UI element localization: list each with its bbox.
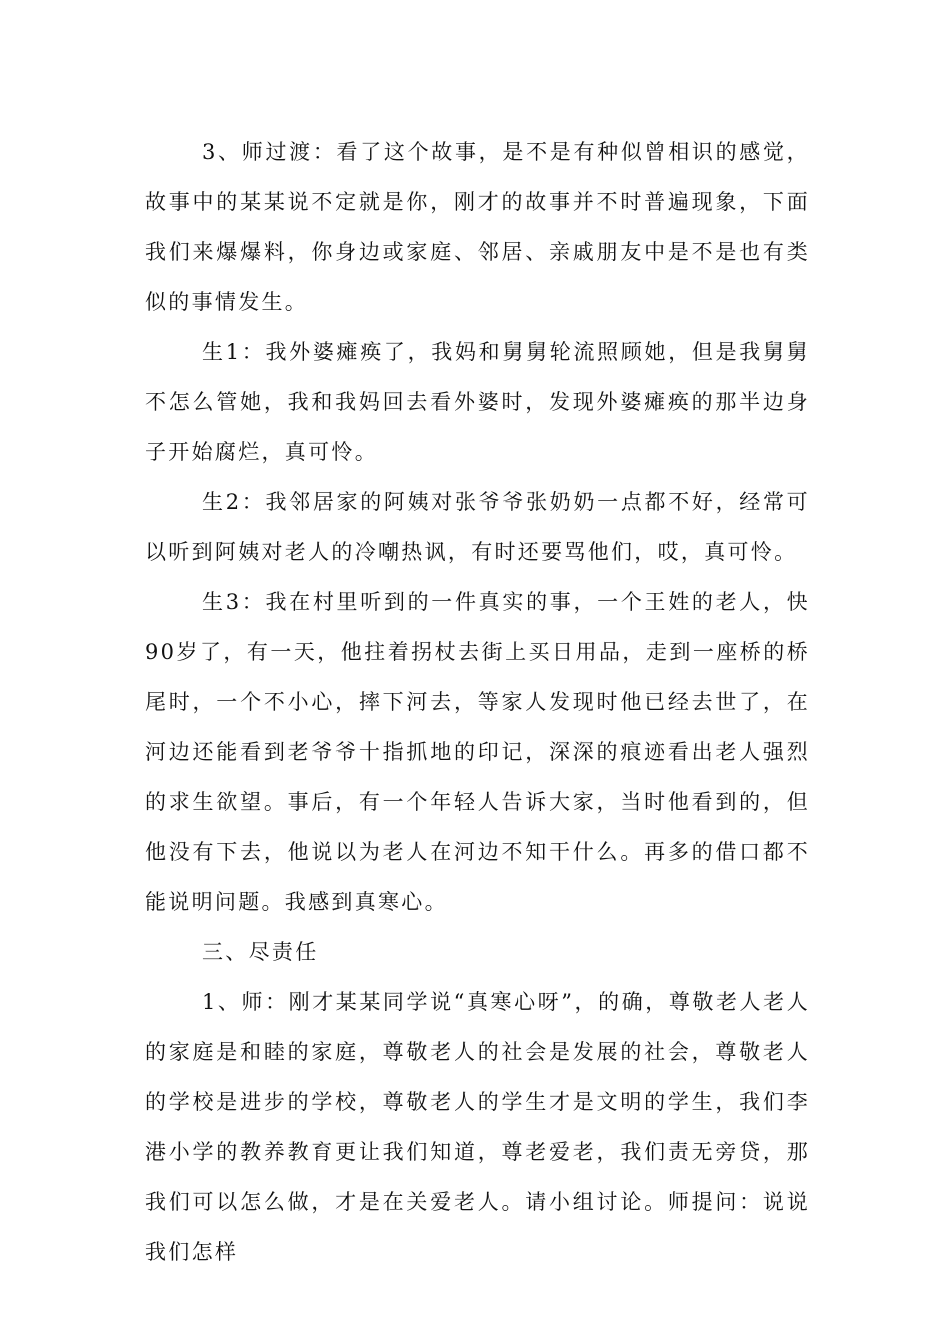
paragraph-student-1: 生1：我外婆瘫痪了，我妈和舅舅轮流照顾她，但是我舅舅不怎么管她，我和我妈回去看外婆时，发现外婆瘫痪的那半边身子开始腐烂，真可怜。 xyxy=(145,340,810,464)
paragraph-teacher-discussion: 1、师：刚才某某同学说“真寒心呀”，的确，尊敬老人老人的家庭是和睦的家庭，尊敬老人的社会是发展的社会，尊敬老人的学校是进步的学校，尊敬老人的学生才是文明的学生，我们李港小学的教养教育更让我们知道，尊老爱老，我们责无旁贷，那我们可以怎么做，才是在关爱老人。请小组讨论。师提问：说说我们怎样 xyxy=(145,990,810,1264)
paragraph-student-3: 生3：我在村里听到的一件真实的事，一个王姓的老人，快90岁了，有一天，他拄着拐杖去街上买日用品，走到一座桥的桥尾时，一个不小心，摔下河去，等家人发现时他已经去世了，在河边还能看到老爷爷十指抓地的印记，深深的痕迹看出老人强烈的求生欲望。事后，有一个年轻人告诉大家，当时他看到的，但他没有下去，他说以为老人在河边不知干什么。再多的借口都不能说明问题。我感到真寒心。 xyxy=(145,590,810,914)
section-heading: 三、尽责任 xyxy=(202,940,319,964)
paragraph-student-2: 生2：我邻居家的阿姨对张爷爷张奶奶一点都不好，经常可以听到阿姨对老人的冷嘲热讽，有时还要骂他们，哎，真可怜。 xyxy=(145,490,810,564)
document-body xyxy=(145,127,810,1277)
paragraph-teacher-transition: 3、师过渡：看了这个故事，是不是有种似曾相识的感觉，故事中的某某说不定就是你，刚才的故事并不时普遍现象，下面我们来爆爆料，你身边或家庭、邻居、亲戚朋友中是不是也有类似的事情发生。 xyxy=(145,140,810,314)
